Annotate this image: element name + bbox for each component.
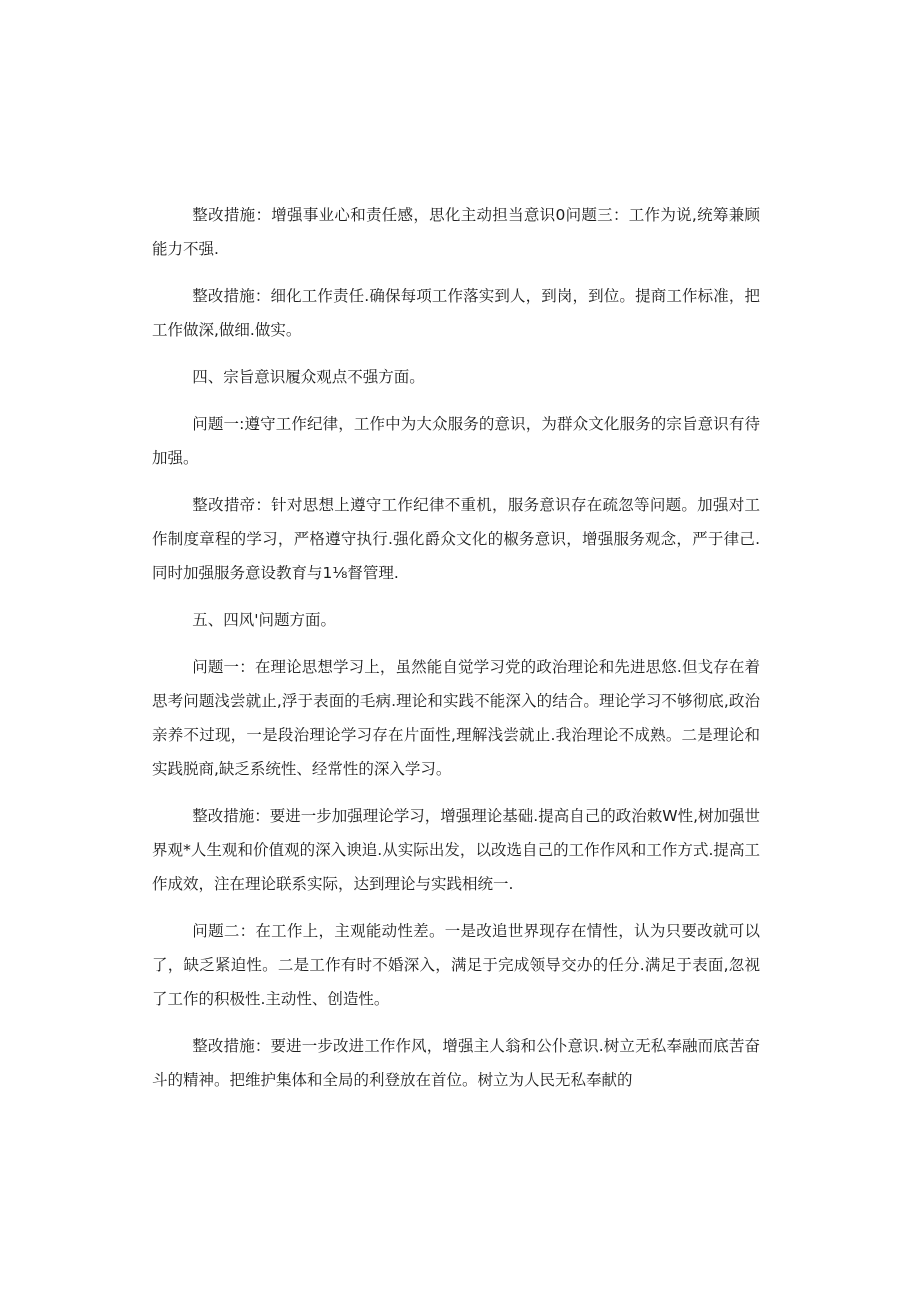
paragraph-rectification-measure-5: 整改措施：要进一步改进工作作风，增强主人翁和公仆意识.树立无私奉融而底苦奋斗的精神。把维护集体和全局的利登放在首位。树立为人民无私奉献的 [152,1037,760,1089]
paragraph-issue-2-work: 问题二：在工作上，主观能动性差。一是改追世界现存在情性，认为只要改就可以了，缺乏紧迫性。二是工作有时不婚深入，满足于完成领导交办的任分.满足于表面,忽视了工作的积极性.主动性、创造性。 [152,922,760,1008]
paragraph-issue-1-purpose: 问题一:遵守工作纪律，工作中为大众服务的意识，为群众文化服务的宗旨意识有待加强。 [152,415,760,467]
paragraph-rectification-measure-4: 整改措施：要进一步加强理论学习，增强理论基础.提高自己的政治敕W性,树加强世界观*人生观和价值观的深入谀追.从实际出发，以改选自己的工作作风和工作方式.提高工作成效，注在理论联系实际，达到理论与实践相统一. [152,807,760,893]
section-heading-5: 五、四风'问题方面。 [192,611,337,629]
paragraph-rectification-measure-3: 整改措帝：针对思想上遵守工作纪律不重机，服务意识存在疏忽等问题。加强对工作制度章程的学习，严格遵守执行.强化爵众文化的椒务意识，增强服务观念，严于律己.同时加强服务意设教育与1⅛督管理. [152,496,760,582]
section-heading-4: 四、宗旨意识履众观点不强方面。 [192,368,425,386]
document-body [152,198,760,1110]
paragraph-rectification-measure-2: 整改措施：细化工作责任.确保每项工作落实到人，到岗，到位。提商工作标准，把工作做深,做细.做实。 [152,287,760,339]
paragraph-rectification-measure-1: 整改措施：增强事业心和责任感，思化主动担当意识0问题三：工作为说,统筹兼顾能力不强. [152,206,760,258]
paragraph-issue-1-theory: 问题一：在理论思想学习上，虽然能自觉学习党的政治理论和先进思悠.但戈存在着思考问题浅尝就止,浮于表面的毛病.理论和实践不能深入的结合。理论学习不够彻底,政治亲养不过现，一是段治理论学习存在片面性,理解浅尝就止.我治理论不成熟。二是理论和实践脱商,缺乏系统性、经常性的深入学习。 [152,658,760,778]
